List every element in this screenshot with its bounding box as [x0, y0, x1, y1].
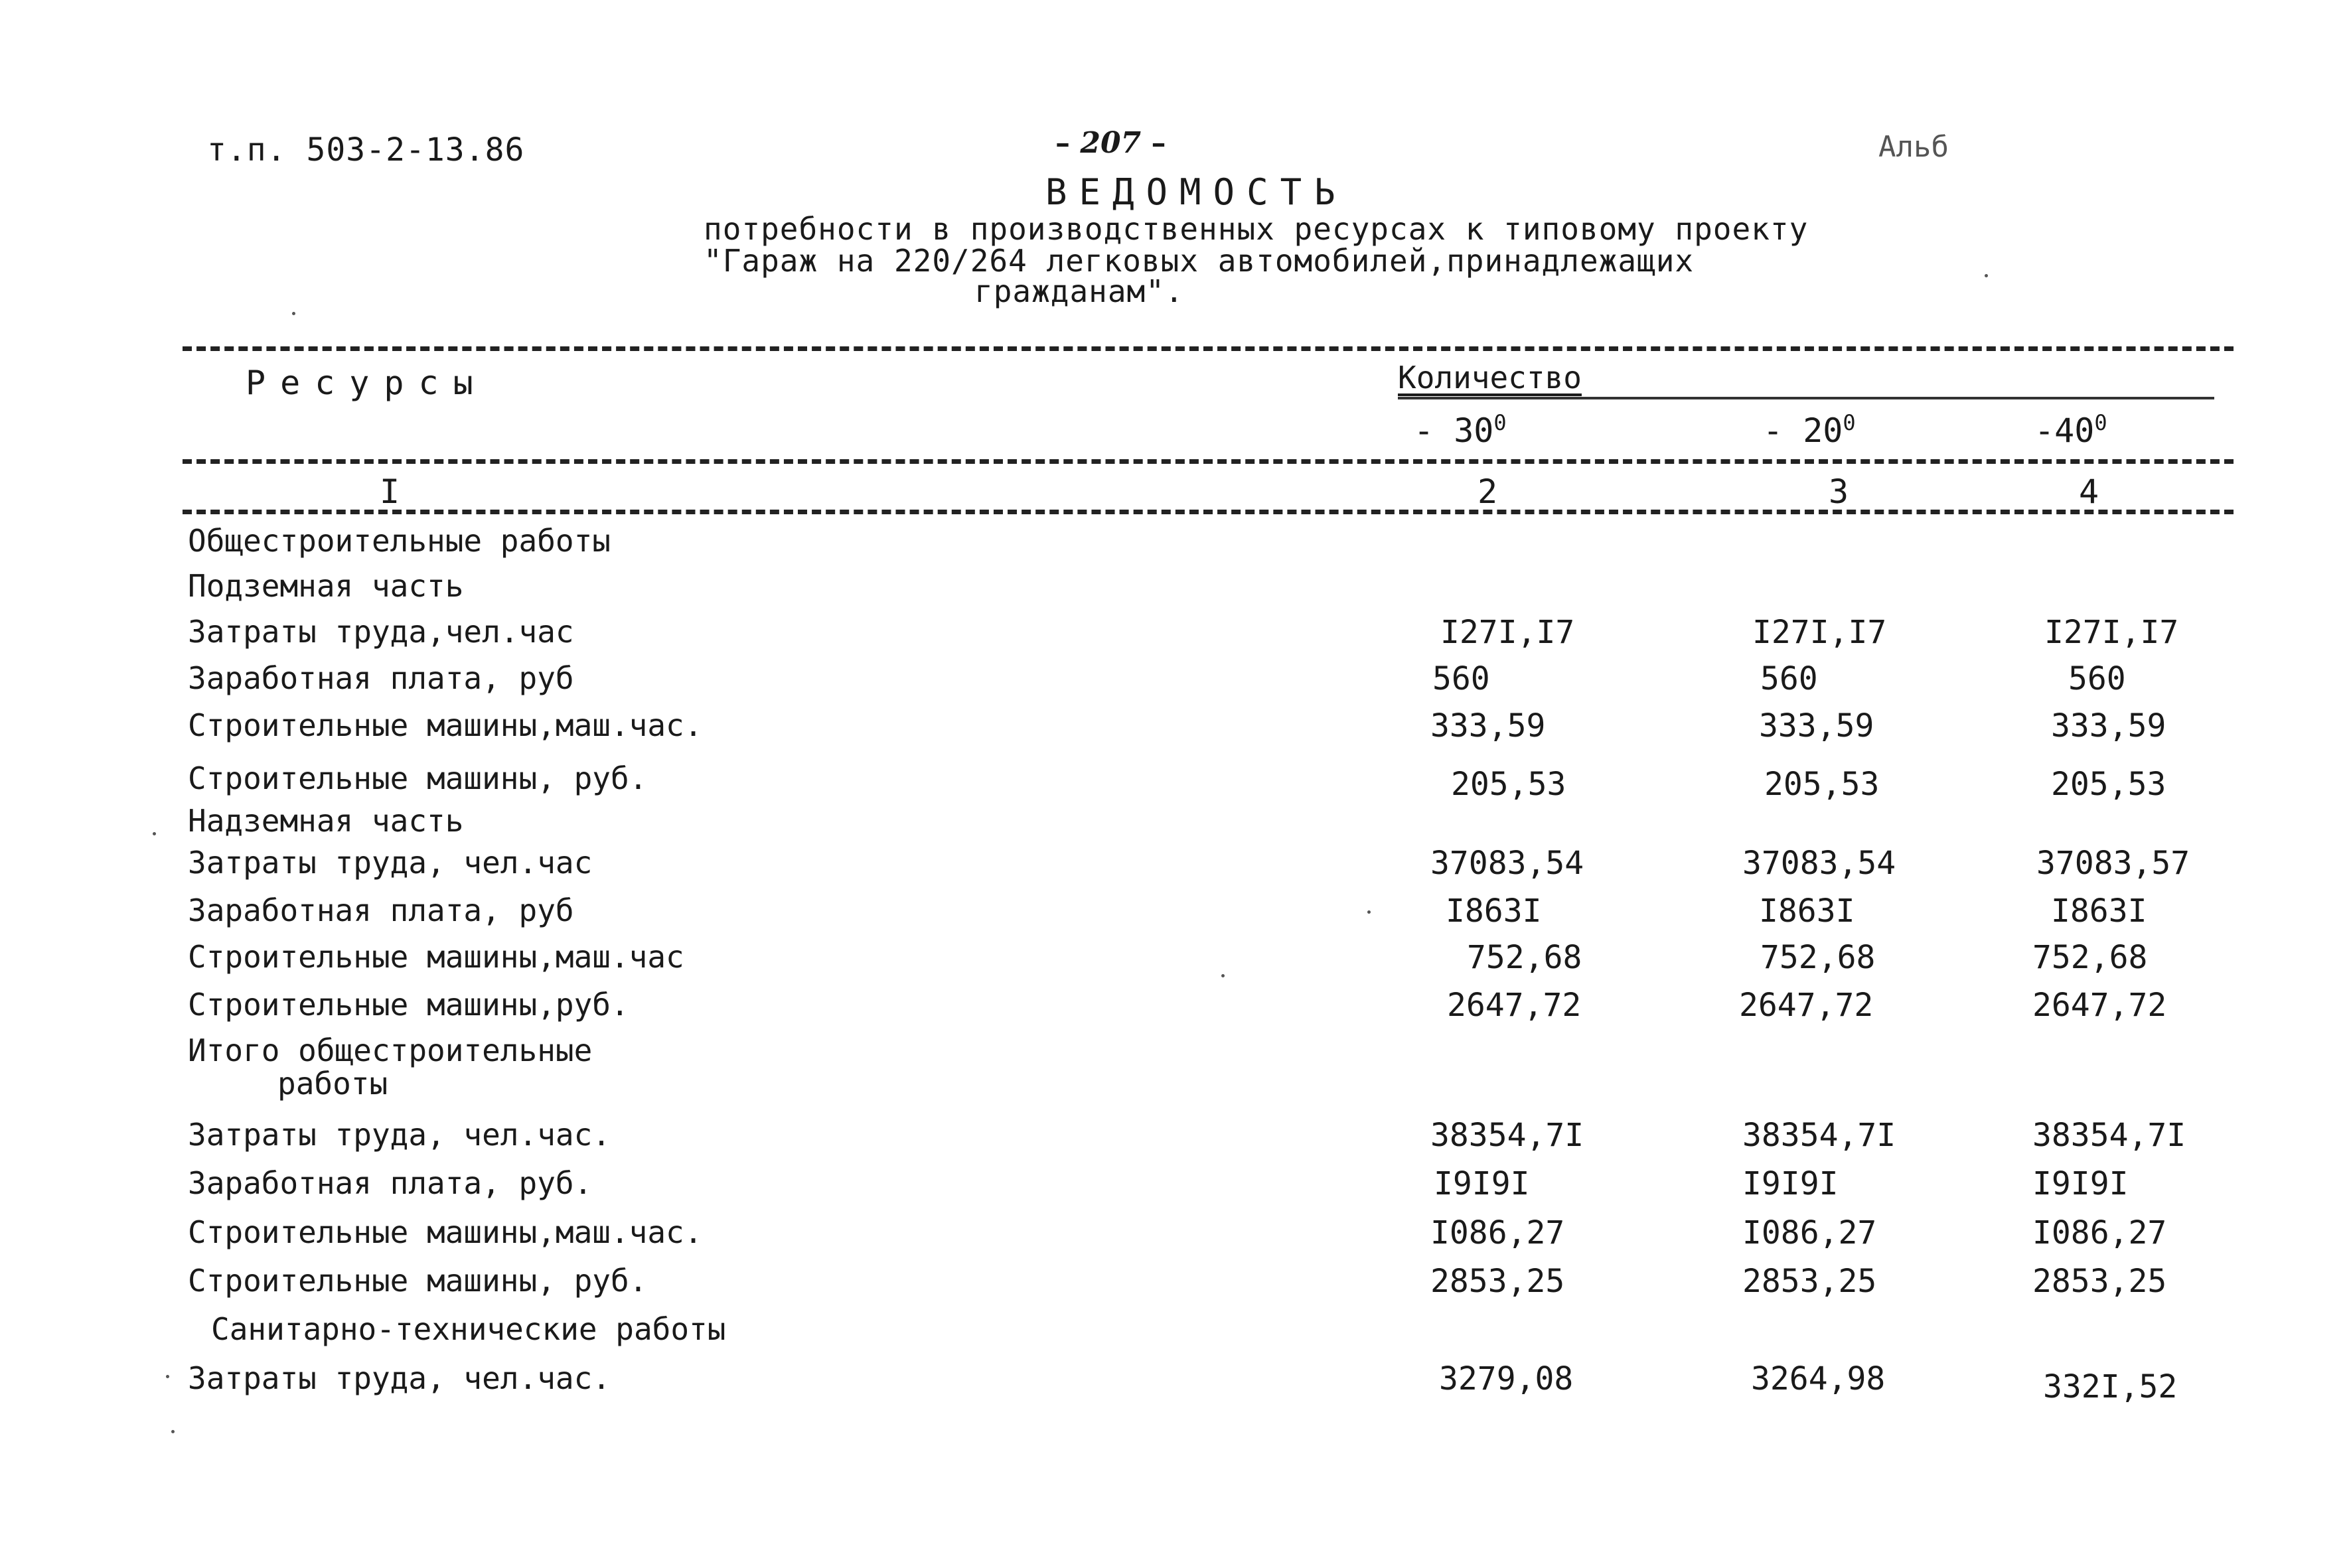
- row-label: Заработная плата, руб: [188, 660, 574, 696]
- row-value-col3: 38354,7I: [1742, 1117, 1896, 1154]
- scan-speck: [1985, 274, 1988, 277]
- title-subtitle-line-3: гражданам".: [974, 273, 1184, 309]
- page-number-value: 207: [1080, 126, 1142, 160]
- row-label: Строительные машины, руб.: [188, 1263, 648, 1299]
- row-value-col2: 37083,54: [1430, 845, 1584, 882]
- row-value-col3: I863I: [1759, 892, 1855, 930]
- scan-speck: [166, 1375, 169, 1378]
- table-row: [0, 614, 2351, 660]
- table-row: [0, 1311, 2351, 1358]
- row-value-col4: 333,59: [2051, 707, 2166, 745]
- table-row: [0, 523, 2351, 569]
- row-value-col4: 2853,25: [2032, 1263, 2167, 1300]
- quantity-underline: [1398, 397, 2214, 399]
- row-value-col3: 2647,72: [1739, 987, 1874, 1024]
- row-value-col3: 560: [1760, 660, 1818, 697]
- row-value-col2: 2853,25: [1430, 1263, 1565, 1300]
- row-label: Затраты труда,чел.час: [188, 614, 574, 650]
- row-value-col4: 37083,57: [2036, 845, 2190, 882]
- row-label: Строительные машины,маш.час: [188, 939, 684, 975]
- degree-mark: 0: [2094, 410, 2107, 435]
- row-label: Заработная плата, руб.: [188, 1165, 593, 1201]
- table-row: [0, 1263, 2351, 1309]
- row-value-col3: I9I9I: [1742, 1165, 1839, 1202]
- row-value-col4: 205,53: [2051, 766, 2166, 803]
- table-row: [0, 1117, 2351, 1163]
- table-rule-top: [183, 346, 2234, 351]
- scan-speck: [292, 312, 295, 315]
- column-number-3: 3: [1829, 472, 1849, 511]
- row-value-col2: I086,27: [1430, 1214, 1565, 1251]
- scan-speck: [171, 1430, 175, 1433]
- row-value-col4: 38354,7I: [2032, 1117, 2186, 1154]
- row-value-col3: I086,27: [1742, 1214, 1877, 1251]
- row-label: Итого общестроительные: [188, 1033, 593, 1068]
- column-number-1: I: [380, 472, 400, 511]
- row-value-col4: 752,68: [2032, 939, 2148, 976]
- row-label: Строительные машины,маш.час.: [188, 1214, 703, 1250]
- row-value-col3: 205,53: [1764, 766, 1880, 803]
- row-value-col3: 333,59: [1759, 707, 1874, 745]
- table-row: [0, 1165, 2351, 1212]
- row-label: Общестроительные работы: [188, 523, 611, 559]
- row-value-col4: 560: [2068, 660, 2126, 697]
- scan-speck: [1221, 974, 1225, 977]
- table-row: [0, 803, 2351, 849]
- row-value-col2: 205,53: [1451, 766, 1566, 803]
- table-row: [0, 568, 2351, 614]
- row-label: Затраты труда, чел.час: [188, 845, 593, 881]
- temperature-value-3: -40: [2034, 411, 2095, 450]
- temperature-value-1: - 30: [1414, 411, 1494, 450]
- table-row: [0, 707, 2351, 754]
- table-rule-mid: [183, 459, 2234, 464]
- row-label: Санитарно-технические работы: [211, 1311, 726, 1347]
- table-row: [0, 892, 2351, 939]
- row-value-col4: I863I: [2051, 892, 2147, 930]
- row-value-col4: 332I,52: [2043, 1368, 2178, 1405]
- row-label: Затраты труда, чел.час.: [188, 1360, 611, 1396]
- row-value-col3: 752,68: [1760, 939, 1876, 976]
- row-value-col2: 2647,72: [1447, 987, 1582, 1024]
- row-value-col3: 2853,25: [1742, 1263, 1877, 1300]
- archive-mark: Альб: [1878, 130, 1949, 164]
- temperature-header-2: [1763, 410, 1856, 450]
- column-number-4: 4: [2079, 472, 2099, 511]
- scan-speck: [1367, 910, 1371, 914]
- table-rule-bottom: [183, 510, 2234, 514]
- row-label: Строительные машины, руб.: [188, 760, 648, 796]
- title-subtitle-line-1: потребности в производственных ресурсах к типовому проекту: [704, 211, 1809, 247]
- column-header-resources: Ресурсы: [246, 364, 488, 402]
- row-label: Заработная плата, руб: [188, 892, 574, 928]
- table-row: [0, 660, 2351, 707]
- document-code: т.п. 503-2-13.86: [207, 131, 525, 169]
- column-header-quantity: Количество: [1398, 360, 1582, 395]
- page-number: – 207 –: [1055, 126, 1166, 160]
- temperature-header-1: [1414, 410, 1507, 450]
- column-number-2: 2: [1478, 472, 1498, 511]
- degree-mark: 0: [1843, 410, 1856, 435]
- table-row: [0, 760, 2351, 807]
- row-label: Строительные машины,руб.: [188, 987, 629, 1023]
- row-label: Строительные машины,маш.час.: [188, 707, 703, 743]
- table-row: [0, 1214, 2351, 1261]
- row-label: Подземная часть: [188, 568, 464, 604]
- row-label: Надземная часть: [188, 803, 464, 839]
- row-label-continuation: работы: [277, 1066, 388, 1102]
- row-value-col4: I086,27: [2032, 1214, 2167, 1251]
- document-title: ВЕДОМОСТЬ: [1045, 171, 1347, 213]
- table-row: [0, 987, 2351, 1033]
- row-value-col3: 37083,54: [1742, 845, 1896, 882]
- degree-mark: 0: [1493, 410, 1507, 435]
- temperature-value-2: - 20: [1763, 411, 1843, 450]
- row-value-col2: 333,59: [1430, 707, 1546, 745]
- row-value-col2: 752,68: [1467, 939, 1582, 976]
- row-label: Затраты труда, чел.час.: [188, 1117, 611, 1153]
- row-value-col4: I9I9I: [2032, 1165, 2129, 1202]
- row-value-col4: 2647,72: [2032, 987, 2167, 1024]
- row-value-col4: I27I,I7: [2044, 614, 2179, 651]
- row-value-col2: 38354,7I: [1430, 1117, 1584, 1154]
- temperature-header-3: [2034, 410, 2107, 450]
- title-subtitle-line-2: "Гараж на 220/264 легковых автомобилей,принадлежащих: [704, 243, 1695, 279]
- row-value-col3: 3264,98: [1751, 1360, 1886, 1397]
- row-value-col3: I27I,I7: [1752, 614, 1887, 651]
- row-value-col2: 3279,08: [1439, 1360, 1574, 1397]
- scan-speck: [153, 832, 156, 835]
- table-row: [0, 939, 2351, 985]
- row-value-col2: I863I: [1446, 892, 1542, 930]
- row-value-col2: I9I9I: [1434, 1165, 1530, 1202]
- table-row: [0, 845, 2351, 891]
- row-value-col2: I27I,I7: [1440, 614, 1575, 651]
- table-row: [0, 1033, 2351, 1102]
- row-value-col2: 560: [1432, 660, 1490, 697]
- table-row: [0, 1360, 2351, 1407]
